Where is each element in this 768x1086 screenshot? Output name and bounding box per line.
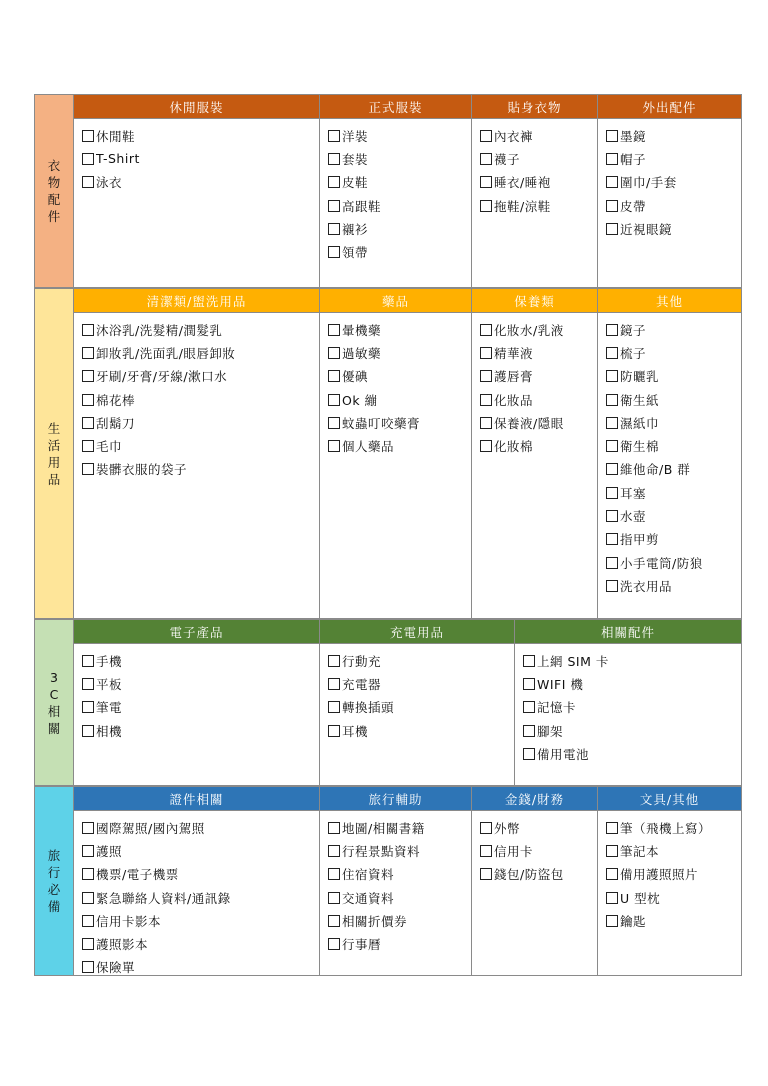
checklist-item[interactable]: 保養液/隱眼 (480, 411, 597, 434)
checkbox[interactable] (606, 176, 618, 188)
checklist-item[interactable]: 保險單 (82, 956, 319, 979)
checklist-column (320, 313, 472, 619)
checklist-column (472, 313, 598, 619)
checkbox[interactable] (82, 868, 94, 880)
checklist-item[interactable]: 衛生棉 (606, 434, 741, 457)
checklist-item[interactable]: 化妝品 (480, 388, 597, 411)
checkbox[interactable] (82, 153, 94, 165)
checkbox[interactable] (606, 557, 618, 569)
checklist-item[interactable]: 鑰匙 (606, 909, 741, 932)
checklist-column (472, 811, 598, 976)
checkbox[interactable] (82, 678, 94, 690)
section-label-daily-items: 生活用品 (34, 288, 74, 619)
column-header: 藥品 (320, 288, 472, 313)
checkbox[interactable] (328, 678, 340, 690)
checkbox[interactable] (82, 701, 94, 713)
checklist-column (598, 313, 742, 619)
section-3c (34, 619, 742, 786)
checklist-item[interactable]: 近視眼鏡 (606, 217, 741, 240)
section-grid (74, 786, 742, 976)
checkbox[interactable] (328, 938, 340, 950)
checkbox[interactable] (480, 347, 492, 359)
checklist-column (320, 644, 515, 786)
checkbox[interactable] (480, 153, 492, 165)
column-header: 文具/其他 (598, 786, 742, 811)
checklist-column (598, 119, 742, 288)
checkbox[interactable] (606, 580, 618, 592)
checklist-column (74, 119, 320, 288)
checkbox[interactable] (523, 725, 535, 737)
checklist-item[interactable]: 交通資料 (328, 886, 471, 909)
checklist-item[interactable]: 化妝水/乳液 (480, 318, 597, 341)
checkbox[interactable] (606, 440, 618, 452)
checkbox[interactable] (523, 701, 535, 713)
checkbox[interactable] (480, 440, 492, 452)
checklist-item[interactable]: 皮鞋 (328, 171, 471, 194)
checklist-column (598, 811, 742, 976)
checkbox[interactable] (606, 822, 618, 834)
checklist-item[interactable]: 手機 (82, 649, 319, 672)
checkbox[interactable] (328, 868, 340, 880)
section-label-3c: 3C相關 (34, 619, 74, 786)
checklist-item[interactable]: 筆電 (82, 696, 319, 719)
checklist-item[interactable]: 指甲剪 (606, 528, 741, 551)
checklist-item[interactable]: U 型枕 (606, 886, 741, 909)
checklist-item[interactable]: 化妝棉 (480, 434, 597, 457)
checkbox[interactable] (606, 347, 618, 359)
checkbox[interactable] (82, 892, 94, 904)
checklist-item[interactable]: 鏡子 (606, 318, 741, 341)
checkbox[interactable] (606, 845, 618, 857)
checklist-column (74, 644, 320, 786)
checkbox[interactable] (328, 176, 340, 188)
checkbox[interactable] (606, 868, 618, 880)
column-header: 清潔類/盥洗用品 (74, 288, 320, 313)
checklist-item[interactable]: 休閒鞋 (82, 124, 319, 147)
checkbox[interactable] (82, 725, 94, 737)
checklist-item[interactable]: 洋裝 (328, 124, 471, 147)
checklist-item[interactable]: 國際駕照/國內駕照 (82, 816, 319, 839)
checklist-item[interactable]: 襪子 (480, 147, 597, 170)
checklist-item[interactable]: 相機 (82, 719, 319, 742)
checklist-item[interactable]: 卸妝乳/洗面乳/眼唇卸妝 (82, 341, 319, 364)
checklist-item[interactable]: 濕紙巾 (606, 411, 741, 434)
checklist-item[interactable]: 筆記本 (606, 839, 741, 862)
checklist-item[interactable]: 記憶卡 (523, 696, 741, 719)
checklist-item[interactable]: 內衣褲 (480, 124, 597, 147)
checkbox[interactable] (480, 845, 492, 857)
checklist-item[interactable]: 錢包/防盜包 (480, 863, 597, 886)
checkbox[interactable] (328, 394, 340, 406)
checkbox[interactable] (480, 370, 492, 382)
checklist-item[interactable]: 外幣 (480, 816, 597, 839)
column-header: 充電用品 (320, 619, 515, 644)
checkbox[interactable] (606, 417, 618, 429)
checklist-item[interactable]: 轉換插頭 (328, 696, 514, 719)
checklist-item[interactable]: 備用電池 (523, 742, 741, 765)
checklist-item[interactable]: 耳塞 (606, 481, 741, 504)
checklist-item[interactable]: 水壺 (606, 504, 741, 527)
checklist-item[interactable]: Ok 繃 (328, 388, 471, 411)
checkbox[interactable] (82, 394, 94, 406)
checkbox[interactable] (328, 324, 340, 336)
checkbox[interactable] (328, 153, 340, 165)
checklist-item[interactable]: 地圖/相關書籍 (328, 816, 471, 839)
checklist-item[interactable]: 機票/電子機票 (82, 863, 319, 886)
checkbox[interactable] (328, 370, 340, 382)
checklist-column (320, 119, 472, 288)
checkbox[interactable] (606, 394, 618, 406)
checklist-item[interactable]: 腳架 (523, 719, 741, 742)
checklist-item[interactable]: 充電器 (328, 672, 514, 695)
checkbox[interactable] (328, 892, 340, 904)
checkbox[interactable] (82, 417, 94, 429)
checklist-item[interactable]: 防曬乳 (606, 365, 741, 388)
checklist-item[interactable]: 護照 (82, 839, 319, 862)
checkbox[interactable] (82, 961, 94, 973)
checkbox[interactable] (328, 701, 340, 713)
checklist-column (74, 811, 320, 976)
checkbox[interactable] (606, 153, 618, 165)
checklist-item[interactable]: 行程景點資料 (328, 839, 471, 862)
checklist-item[interactable]: 領帶 (328, 240, 471, 263)
checkbox[interactable] (606, 130, 618, 142)
checklist-item[interactable]: 梳子 (606, 341, 741, 364)
checkbox[interactable] (82, 463, 94, 475)
checkbox[interactable] (328, 200, 340, 212)
section-daily-items (34, 288, 742, 619)
checklist-column (472, 119, 598, 288)
checklist-item[interactable]: 筆（飛機上寫） (606, 816, 741, 839)
checklist-item[interactable]: 維他命/B 群 (606, 458, 741, 481)
checkbox[interactable] (480, 394, 492, 406)
column-header: 相關配件 (515, 619, 742, 644)
checkbox[interactable] (480, 130, 492, 142)
checkbox[interactable] (328, 417, 340, 429)
checkbox[interactable] (82, 655, 94, 667)
checkbox[interactable] (606, 370, 618, 382)
checkbox[interactable] (328, 845, 340, 857)
checkbox[interactable] (82, 130, 94, 142)
column-header: 電子產品 (74, 619, 320, 644)
checkbox[interactable] (328, 223, 340, 235)
checklist-item[interactable]: 衛生紙 (606, 388, 741, 411)
checkbox[interactable] (328, 822, 340, 834)
checkbox[interactable] (328, 655, 340, 667)
column-header: 其他 (598, 288, 742, 313)
checklist-item[interactable]: 拖鞋/涼鞋 (480, 194, 597, 217)
checkbox[interactable] (606, 915, 618, 927)
section-travel-essentials (34, 786, 742, 976)
checklist-item[interactable]: 墨鏡 (606, 124, 741, 147)
column-header: 外出配件 (598, 94, 742, 119)
column-header: 正式服裝 (320, 94, 472, 119)
checkbox[interactable] (480, 176, 492, 188)
checklist-item[interactable]: 洗衣用品 (606, 574, 741, 597)
checklist-item[interactable]: 信用卡 (480, 839, 597, 862)
section-grid (74, 619, 742, 786)
checklist-item[interactable]: 棉花棒 (82, 388, 319, 411)
checklist-item[interactable]: 優碘 (328, 365, 471, 388)
checklist-item[interactable]: 信用卡影本 (82, 909, 319, 932)
checkbox[interactable] (328, 246, 340, 258)
checklist-item[interactable]: 護唇膏 (480, 365, 597, 388)
checklist-item[interactable]: 皮帶 (606, 194, 741, 217)
section-grid (74, 288, 742, 619)
checklist-item[interactable]: 高跟鞋 (328, 194, 471, 217)
checklist-item[interactable]: 個人藥品 (328, 434, 471, 457)
checkbox[interactable] (523, 678, 535, 690)
checklist-item[interactable]: 帽子 (606, 147, 741, 170)
checklist-item[interactable]: 行事曆 (328, 932, 471, 955)
checklist-column (320, 811, 472, 976)
column-header: 證件相關 (74, 786, 320, 811)
checkbox[interactable] (480, 200, 492, 212)
checkbox[interactable] (606, 223, 618, 235)
checkbox[interactable] (82, 822, 94, 834)
checklist-item[interactable]: 圍巾/手套 (606, 171, 741, 194)
checkbox[interactable] (328, 725, 340, 737)
checkbox[interactable] (606, 324, 618, 336)
checkbox[interactable] (82, 938, 94, 950)
checklist-column (74, 313, 320, 619)
checkbox[interactable] (328, 347, 340, 359)
checkbox[interactable] (82, 324, 94, 336)
checklist-item[interactable]: 平板 (82, 672, 319, 695)
checklist-item[interactable]: 暈機藥 (328, 318, 471, 341)
checklist-item[interactable]: 睡衣/睡袍 (480, 171, 597, 194)
checkbox[interactable] (82, 347, 94, 359)
checklist-item[interactable]: 上網 SIM 卡 (523, 649, 741, 672)
checkbox[interactable] (606, 892, 618, 904)
checkbox[interactable] (606, 200, 618, 212)
column-header: 旅行輔助 (320, 786, 472, 811)
checklist-item[interactable]: 牙刷/牙膏/牙線/漱口水 (82, 365, 319, 388)
checklist-item[interactable]: 行動充 (328, 649, 514, 672)
checklist-item[interactable]: 精華液 (480, 341, 597, 364)
checkbox[interactable] (328, 440, 340, 452)
checkbox[interactable] (606, 510, 618, 522)
column-header: 貼身衣物 (472, 94, 598, 119)
checkbox[interactable] (480, 868, 492, 880)
checkbox[interactable] (606, 533, 618, 545)
checkbox[interactable] (82, 370, 94, 382)
checklist-item[interactable]: 套裝 (328, 147, 471, 170)
checkbox[interactable] (523, 748, 535, 760)
checklist-item[interactable]: 耳機 (328, 719, 514, 742)
checklist-item[interactable]: 緊急聯絡人資料/通訊錄 (82, 886, 319, 909)
checkbox[interactable] (328, 915, 340, 927)
checkbox[interactable] (82, 845, 94, 857)
checklist-item[interactable]: 裝髒衣服的袋子 (82, 458, 319, 481)
checkbox[interactable] (606, 463, 618, 475)
checklist-item[interactable]: WIFI 機 (523, 672, 741, 695)
checkbox[interactable] (82, 176, 94, 188)
checkbox[interactable] (480, 417, 492, 429)
checklist-item[interactable]: 備用護照照片 (606, 863, 741, 886)
checklist-item[interactable]: 刮鬍刀 (82, 411, 319, 434)
checklist-item[interactable]: 蚊蟲叮咬藥膏 (328, 411, 471, 434)
checklist-item[interactable]: 襯衫 (328, 217, 471, 240)
checklist-item[interactable]: 毛巾 (82, 434, 319, 457)
checkbox[interactable] (480, 324, 492, 336)
checkbox[interactable] (480, 822, 492, 834)
checklist-item[interactable]: 相關折價券 (328, 909, 471, 932)
checkbox[interactable] (82, 915, 94, 927)
section-clothing (34, 94, 742, 288)
checkbox[interactable] (606, 487, 618, 499)
column-header: 休閒服裝 (74, 94, 320, 119)
checklist-item[interactable]: 護照影本 (82, 932, 319, 955)
checklist-column (515, 644, 742, 786)
checklist-item[interactable]: T-Shirt (82, 147, 319, 170)
section-label-clothing: 衣物配件 (34, 94, 74, 288)
checklist-item[interactable]: 住宿資料 (328, 863, 471, 886)
checkbox[interactable] (328, 130, 340, 142)
column-header: 金錢/財務 (472, 786, 598, 811)
checkbox[interactable] (523, 655, 535, 667)
section-grid (74, 94, 742, 288)
checklist-item[interactable]: 泳衣 (82, 171, 319, 194)
checkbox[interactable] (82, 440, 94, 452)
column-header: 保養類 (472, 288, 598, 313)
section-label-travel-essentials: 旅行必備 (34, 786, 74, 976)
checklist-item[interactable]: 過敏藥 (328, 341, 471, 364)
checklist-item[interactable]: 小手電筒/防狼 (606, 551, 741, 574)
checklist-item[interactable]: 沐浴乳/洗髮精/潤髮乳 (82, 318, 319, 341)
